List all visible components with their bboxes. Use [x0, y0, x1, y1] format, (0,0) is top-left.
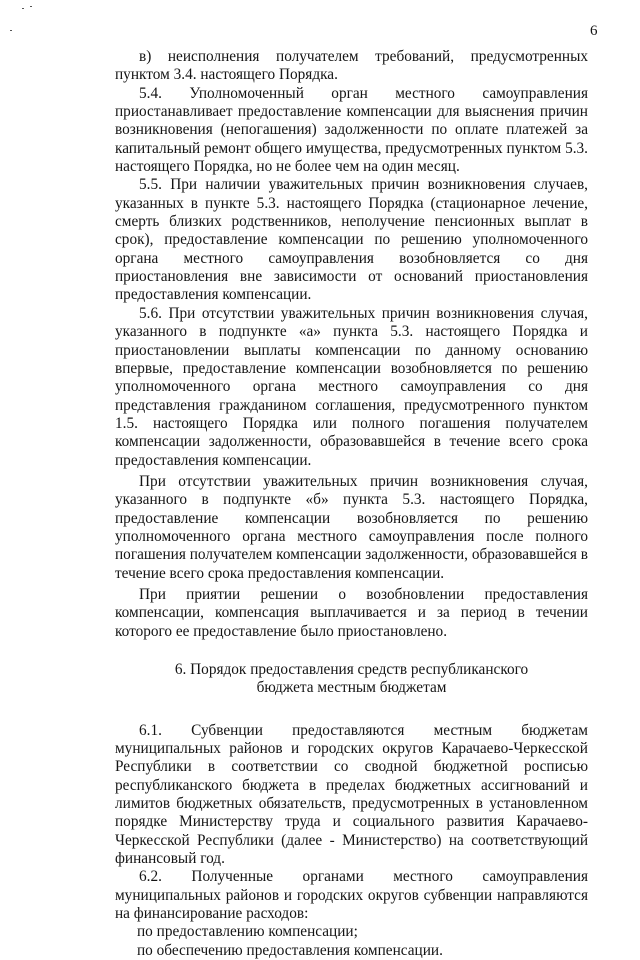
paragraph-5-6-b: При отсутствии уважительных причин возникновения случая, указанного в подпункте «б» пункта 5.3. настоящего Порядка, предоставление компенсации возобновляется по решению уполномоченного органа местного самоуправления после полного погашения получателем компенсации задолженности, образовавшейся в течение всего срока предоставления компенсации. [115, 472, 588, 582]
paragraph-5-5: 5.5. При наличии уважительных причин возникновения случаев, указанных в пункте 5.3. настоящего Порядка (стационарное лечение, смерть близких родственников, неполучение пенсионных выплат в срок), предоставление компенсации по решению уполномоченного органа местного самоуправления возобновляется со дня приостановления вне зависимости от оснований приостановления предоставления компенсации. [115, 176, 588, 304]
paragraph-6-1: 6.1. Субвенции предоставляются местным бюджетам муниципальных районов и городских округов Карачаево-Черкесской Республики в соответствии со сводной бюджетной росписью республиканского бюджета в пределах бюджетных ассигнований и лимитов бюджетных обязательств, предусмотренных в установленном порядке Министерству труда и социального развития Карачаево-Черкесской Республики (далее - Министерство) на соответствующий финансовый год. [115, 721, 588, 868]
page-number: 6 [590, 23, 598, 39]
document-body [115, 48, 588, 960]
paragraph-clause-v: в) неисполнения получателем требований, предусмотренных пунктом 3.4. настоящего Порядка. [115, 48, 588, 84]
list-item: по обеспечению предоставления компенсации. [137, 941, 443, 959]
section-heading-line-1: 6. Порядок предоставления средств республиканского [174, 661, 529, 678]
section-heading [115, 661, 588, 698]
section-heading-line-2: бюджета местным бюджетам [256, 679, 447, 697]
scan-speck [22, 8, 24, 9]
paragraph-5-4: 5.4. Уполномоченный орган местного самоуправления приостанавливает предоставление компенсации для выяснения причин возникновения (непогашения) задолженности по оплате платежей за капитальный ремонт общего имущества, предусмотренных пунктом 5.3. настоящего Порядка, но не более чем на один месяц. [115, 84, 589, 176]
paragraph-resumption: При приятии решении о возобновлении предоставления компенсации, компенсация выплачивается и за период в течении которого ее предоставление было приостановлено. [115, 585, 588, 640]
paragraph-6-2: 6.2. Полученные органами местного самоуправления муниципальных районов и городских округов субвенции направляются на финансирование расходов: [115, 868, 588, 923]
list-item: по предоставлению компенсации; [137, 923, 358, 941]
scan-speck [10, 30, 12, 31]
scan-speck [30, 6, 32, 7]
paragraph-5-6: 5.6. При отсутствии уважительных причин возникновения случая, указанного в подпункте «а» пункта 5.3. настоящего Порядка и приостановлении выплаты компенсации по данному основанию впервые, предоставление компенсации возобновляется по решению уполномоченного органа местного самоуправления со дня представления гражданином соглашения, предусмотренного пунктом 1.5. настоящего Порядка или полного погашения получателем компенсации задолженности, образовавшейся в течение всего срока предоставления компенсации. [115, 304, 588, 469]
